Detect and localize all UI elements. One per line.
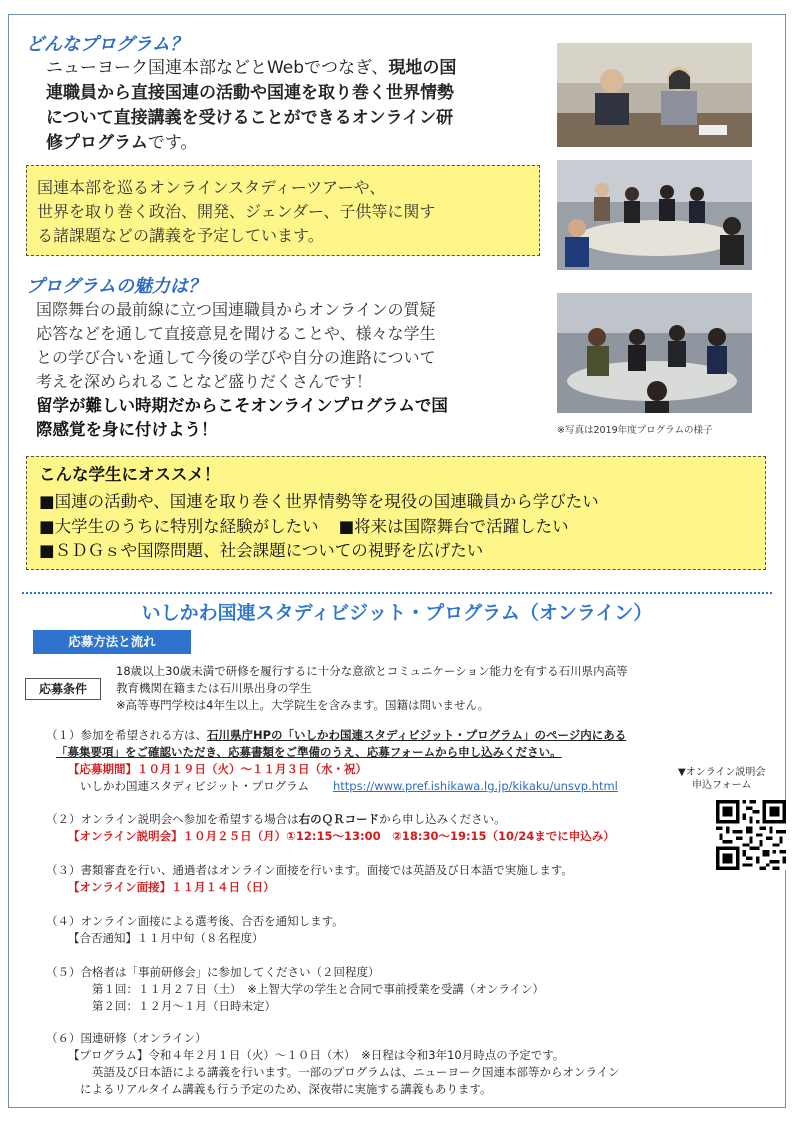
program-detail-line1: 英語及び日本語による講義を行います。一部のプログラムは、ニューヨーク国連本部等からオンライン	[92, 1065, 620, 1079]
step1-highlight: 石川県庁HPの「いしかわ国連スタディビジット・プログラム」のページ内にある	[207, 728, 627, 742]
desc-line1: ニューヨーク国連本部などとWebでつなぎ、	[46, 58, 389, 78]
desc-line2: 連職員から直接国連の活動や国連を取り巻く世界情勢	[46, 83, 454, 103]
desc-line4-bold: 修プログラム	[46, 133, 148, 153]
recommend-item: ■ＳＤＧｓや国際問題、社会課題についての視野を広げたい	[39, 541, 484, 560]
program-title: いしかわ国連スタディビジット・プログラム（オンライン）	[141, 602, 653, 624]
appeal-line2: 応答などを通して直接意見を聞けることや、様々な学生	[36, 324, 436, 343]
program-page-link[interactable]: https://www.pref.ishikawa.lg.jp/kikaku/unsvp.html	[332, 779, 618, 793]
step1-intro: （１）参加を希望される方は、	[46, 728, 207, 742]
qr-label-line1: ▼オンライン説明会	[678, 767, 766, 778]
step-2	[46, 811, 706, 845]
pretraining-session-1: 第１回：１１月２７日（土） ※上智大学の学生と合同で事前授業を受講（オンライン）	[92, 982, 545, 996]
section-heading-appeal: プログラムの魅力は？	[26, 276, 206, 297]
step4-text: （４）オンライン面接による選考後、合否を通知します。	[46, 914, 344, 928]
recommend-item: ■大学生のうちに特別な経験がしたい	[39, 516, 319, 536]
appeal-line1: 国際舞台の最前線に立つ国連職員からオンラインの質疑	[36, 300, 436, 319]
online-interview-date: 【オンライン面接】１１月１４日（日）	[68, 880, 275, 894]
step2-qr-reference: 右のＱＲコード	[298, 812, 380, 826]
pretraining-session-2: 第２回：１２月～１月（日時未定）	[92, 999, 276, 1013]
step5-text: （５）合格者は「事前研修会」に参加してください（２回程度）	[46, 965, 380, 979]
step-1	[46, 727, 786, 795]
program-description	[46, 56, 546, 156]
photo-un-meeting	[557, 43, 752, 147]
result-notification: 【合否通知】１１月中旬（８名程度）	[68, 931, 264, 945]
desc-line4: です。	[147, 133, 198, 153]
appeal-bold1: 留学が難しい時期だからこそオンラインプログラムで国	[36, 396, 448, 415]
step6-text: （６）国連研修（オンライン）	[46, 1031, 207, 1045]
photo-conference-table	[557, 160, 752, 270]
recommend-item: ■国連の活動や、国連を取り巻く世界情勢等を現役の国連職員から学びたい	[39, 492, 599, 511]
qr-label-line2: 申込フォーム	[692, 780, 752, 791]
recommend-box	[26, 456, 766, 570]
program-schedule: 【プログラム】令和４年２月１日（火）～１０日（木） ※日程は令和3年10月時点の予定です。	[68, 1048, 565, 1062]
appeal-line4: 考えを深められることなど盛りだくさんです！	[36, 372, 373, 391]
step2-tail: から申し込みください。	[379, 812, 506, 826]
desc-line1-bold: 現地の国	[388, 58, 457, 78]
eligibility-line3: ※高等専門学校は4年生以上。大学院生を含みます。国籍は問いません。	[116, 698, 490, 712]
step1-instruction: 「募集要項」をご確認いただき、応募書類をご準備のうえ、応募フォームから申し込みください。	[56, 745, 562, 759]
desc-line3: について直接講義を受けることができるオンライン研	[46, 108, 454, 128]
step-6	[46, 1030, 776, 1098]
program-detail-line2: によるリアルタイム講義も行う予定のため、深夜帯に実施する講義もあります。	[80, 1082, 492, 1096]
step-5	[46, 964, 766, 1015]
appeal-line3: との学び合いを通して今後の学びや自分の進路について	[36, 348, 436, 367]
application-period: 【応募期間】１０月１９日（火）～１１月３日（水・祝）	[68, 762, 367, 776]
study-tour-box	[26, 165, 540, 256]
tour-line3: る諸課題などの講義を予定しています。	[37, 226, 324, 245]
recommend-title: こんな学生にオススメ！	[39, 465, 221, 484]
tour-line2: 世界を取り巻く政治、開発、ジェンダー、子供等に関す	[37, 202, 436, 221]
appeal-bold2: 際感覚を身に付けよう！	[36, 420, 218, 439]
photo-group-discussion	[557, 293, 752, 413]
section-heading-program: どんなプログラム？	[26, 34, 188, 55]
apply-process-bar: 応募方法と流れ	[33, 630, 191, 654]
tour-line1: 国連本部を巡るオンラインスタディーツアーや、	[37, 178, 386, 197]
photo-caption: ※写真は2019年度プログラムの様子	[557, 425, 713, 436]
online-briefing-session: 【オンライン説明会】１０月２５日（月）①12:15～13:00 ②18:30～19:15（10/24までに申込み）	[68, 829, 615, 843]
section-divider	[22, 592, 772, 594]
step-3	[46, 862, 706, 896]
step3-text: （３）書類審査を行い、通過者はオンライン面接を行います。面接では英語及び日本語で実施します。	[46, 863, 573, 877]
eligibility-label: 応募条件	[25, 678, 101, 700]
appeal-description	[36, 298, 551, 442]
qr-code-icon[interactable]	[716, 800, 786, 870]
step-4	[46, 913, 706, 947]
eligibility-text	[116, 663, 786, 714]
step2-intro: （２）オンライン説明会へ参加を希望する場合は	[46, 812, 299, 826]
eligibility-line1: 18歳以上30歳未満で研修を履行するに十分な意欲とコミュニケーション能力を有する石川県内高等	[116, 664, 628, 678]
eligibility-line2: 教育機関在籍または石川県出身の学生	[116, 681, 312, 695]
recommend-item: ■将来は国際舞台で活躍したい	[338, 516, 569, 536]
program-page-name: いしかわ国連スタディビジット・プログラム	[80, 779, 309, 793]
qr-label	[678, 766, 765, 792]
